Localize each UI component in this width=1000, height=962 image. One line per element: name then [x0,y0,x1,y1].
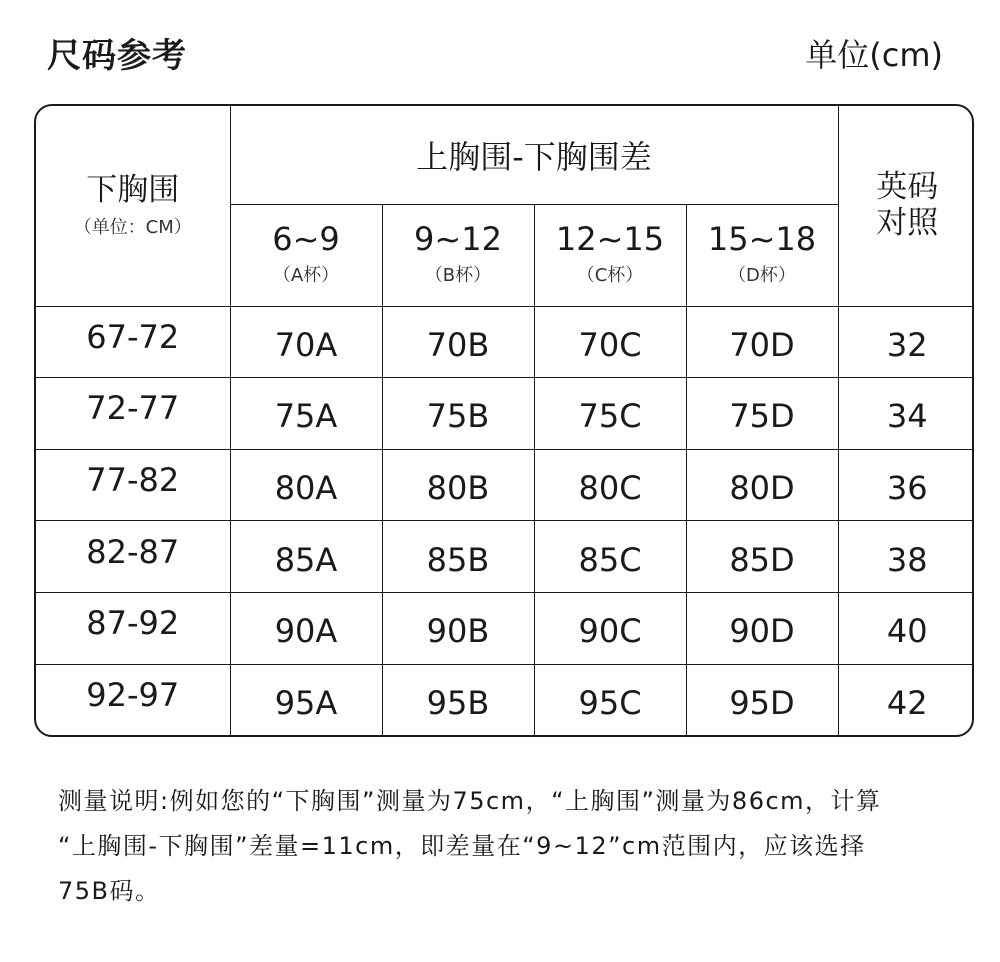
bra-size-cell: 95D [686,664,838,735]
bra-size-cell: 85A [230,521,382,593]
underbust-header-cell [36,106,230,306]
bra-size-cell: 90C [534,592,686,664]
underbust-cell: 82-87 [36,521,230,593]
bra-size-cell: 80B [382,449,534,521]
uk-size-cell: 38 [838,521,974,593]
table-row [36,449,974,521]
cup-range-label: 15~18 [707,220,817,259]
uk-size-cell: 34 [838,378,974,450]
bra-size-cell: 85C [534,521,686,593]
bra-size-cell: 70A [230,306,382,378]
bra-size-cell: 75C [534,378,686,450]
measurement-note [58,779,958,914]
note-line: “上胸围-下胸围”差量=11cm，即差量在“9~12”cm范围内，应该选择 [58,832,866,860]
difference-header: 上胸围-下胸围差 [416,137,652,176]
uk-header-line2: 对照 [876,204,939,241]
cup-column-header [382,204,534,306]
underbust-cell: 77-82 [36,449,230,521]
bra-size-cell: 90A [230,592,382,664]
bra-size-cell: 80D [686,449,838,521]
uk-size-cell: 42 [838,664,974,735]
underbust-cell: 87-92 [36,592,230,664]
cup-type-label: （B杯） [424,264,492,286]
cup-type-label: （A杯） [272,264,340,286]
bra-size-cell: 90B [382,592,534,664]
bra-size-cell: 85D [686,521,838,593]
bra-size-cell: 95C [534,664,686,735]
bra-size-cell: 70D [686,306,838,378]
bra-size-cell: 80A [230,449,382,521]
uk-size-cell: 36 [838,449,974,521]
cup-type-label: （D杯） [728,264,796,286]
cup-column-header [686,204,838,306]
bra-size-cell: 75A [230,378,382,450]
bra-size-cell: 90D [686,592,838,664]
uk-size-cell: 40 [838,592,974,664]
table-row [36,664,974,735]
bra-size-cell: 70C [534,306,686,378]
table-row [36,306,974,378]
note-line: 75B码。 [58,877,161,905]
bra-size-cell: 80C [534,449,686,521]
bra-size-cell: 75D [686,378,838,450]
uk-header-cell [838,106,974,306]
cup-range-label: 6~9 [272,220,340,259]
size-chart-table [34,104,974,737]
uk-size-cell: 32 [838,306,974,378]
page-title: 尺码参考 [47,36,187,76]
bra-size-cell: 70B [382,306,534,378]
table-row [36,378,974,450]
unit-label: 单位(cm) [805,36,943,74]
table-row [36,592,974,664]
underbust-cell: 92-97 [36,664,230,735]
underbust-cell: 67-72 [36,306,230,378]
bra-size-cell: 95B [382,664,534,735]
cup-range-label: 12~15 [555,220,665,259]
cup-column-header [230,204,382,306]
bra-size-cell: 95A [230,664,382,735]
table-row [36,521,974,593]
underbust-unit: （单位：CM） [73,216,192,238]
cup-range-label: 9~12 [414,220,502,259]
bra-size-cell: 85B [382,521,534,593]
difference-header-cell [230,106,838,204]
bra-size-cell: 75B [382,378,534,450]
cup-type-label: （C杯） [576,264,644,286]
uk-header-line1: 英码 [876,169,939,206]
underbust-header: 下胸围 [86,171,180,208]
note-line: 测量说明:例如您的“下胸围”测量为75cm，“上胸围”测量为86cm，计算 [58,787,882,815]
underbust-cell: 72-77 [36,378,230,450]
cup-column-header [534,204,686,306]
